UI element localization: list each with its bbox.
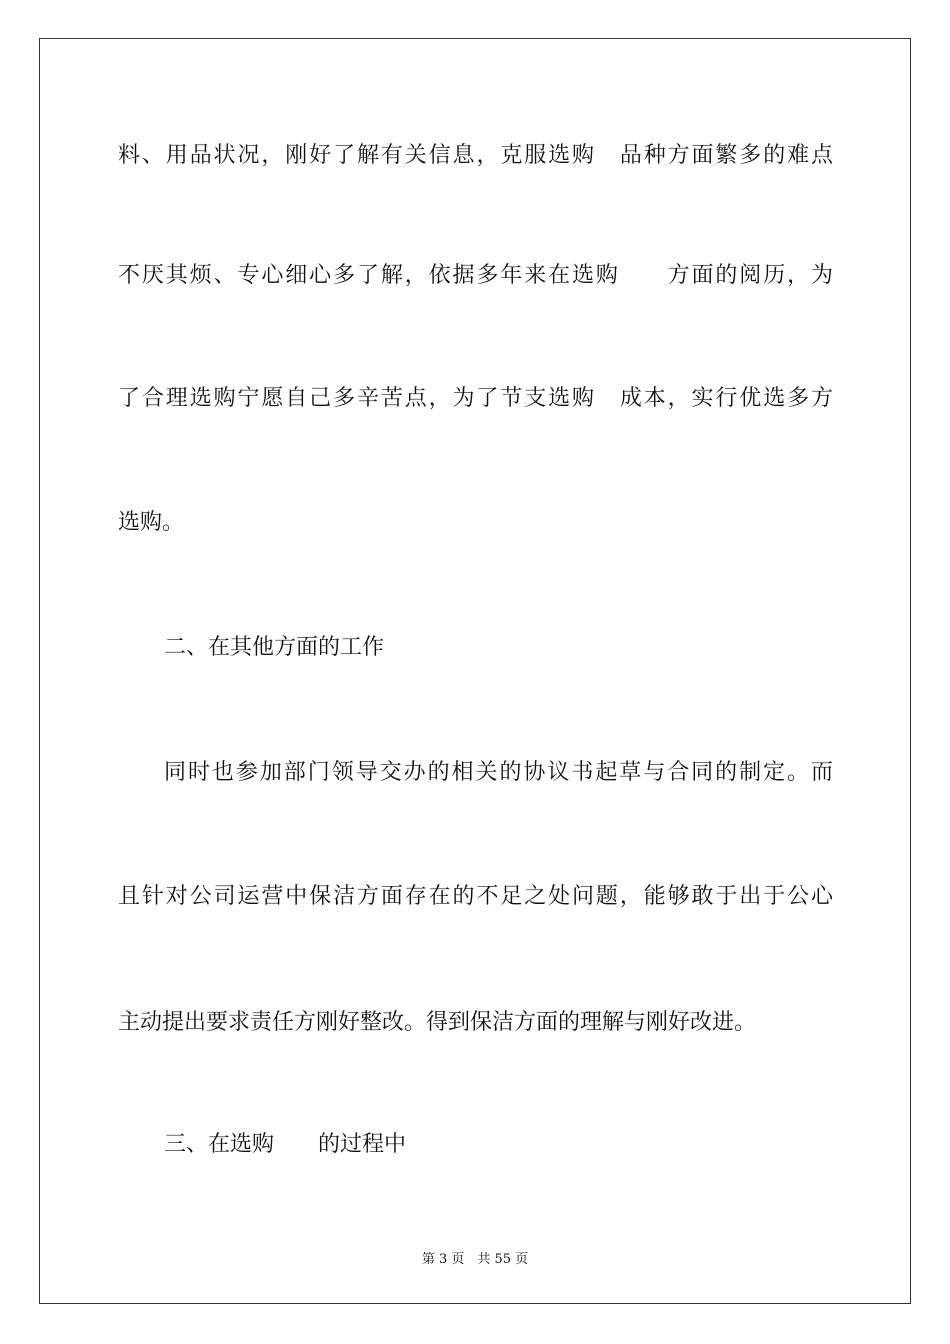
paragraph-line-7: 主动提出要求责任方刚好整改。得到保洁方面的理解与刚好改进。 (118, 1010, 757, 1035)
section-heading-3: 三、在选购 的过程中 (164, 1132, 407, 1157)
section-heading-2: 二、在其他方面的工作 (164, 635, 385, 660)
paragraph-line-6: 且针对公司运营中保洁方面存在的不足之处问题，能够敢于出于公心 (118, 884, 833, 909)
paragraph-line-4: 选购。 (118, 510, 185, 535)
page-number-footer: 第 3 页 共 55 页 (421, 1252, 529, 1267)
paragraph-line-3: 了合理选购宁愿自己多辛苦点，为了节支选购 成本，实行优选多方 (118, 386, 833, 411)
paragraph-line-1: 料、用品状况，刚好了解有关信息，克服选购 品种方面繁多的难点 (118, 143, 833, 168)
page-border (39, 38, 911, 1304)
paragraph-line-5: 同时也参加部门领导交办的相关的协议书起草与合同的制定。而 (164, 760, 833, 785)
paragraph-line-2: 不厌其烦、专心细心多了解，依据多年来在选购 方面的阅历，为 (118, 263, 833, 288)
